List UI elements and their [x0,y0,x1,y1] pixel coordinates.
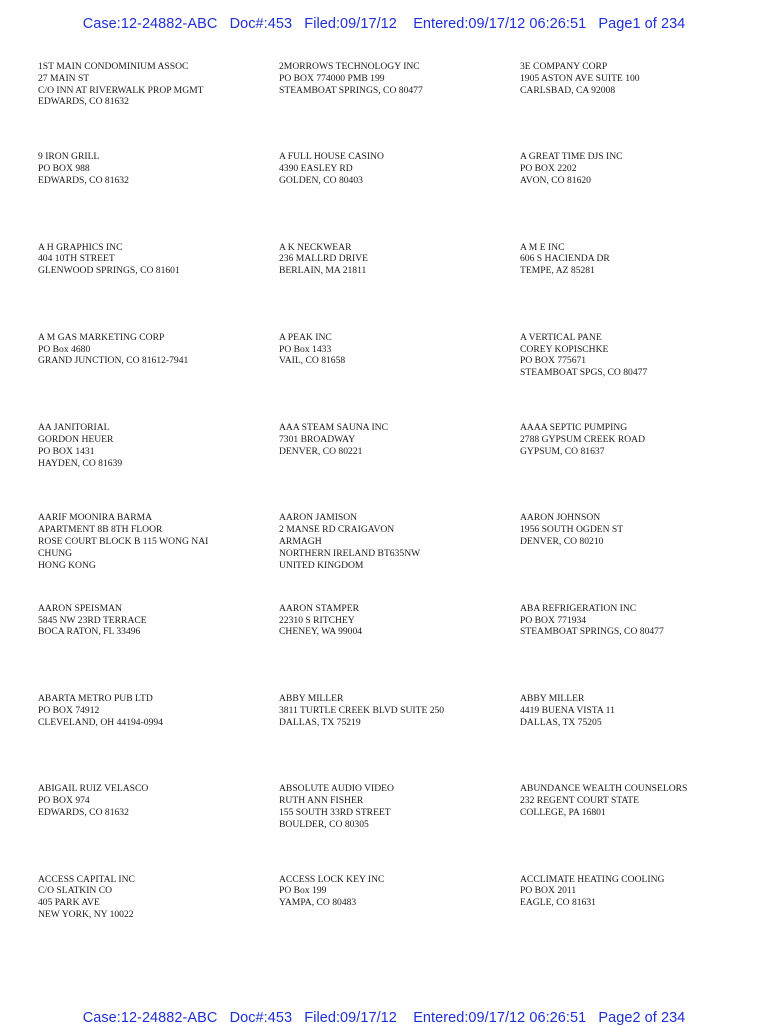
label-address-line: BERLAIN, MA 21811 [279,265,367,277]
label-address-line: BOULDER, CO 80305 [279,818,369,830]
label-name: A FULL HOUSE CASINO [279,151,384,163]
label-address-line: PO BOX 2011 [520,885,577,897]
label-row [38,151,738,241]
mailing-label [38,61,279,151]
label-address-line: EDWARDS, CO 81632 [38,806,129,818]
label-name: A VERTICAL PANE [520,331,602,343]
label-address-line: C/O SLATKIN CO [38,885,113,897]
label-address-line: 155 SOUTH 33RD STREET [279,806,391,818]
label-name: 3E COMPANY CORP [520,61,608,72]
label-address-line: 1956 SOUTH OGDEN ST [520,524,624,536]
mailing-label [520,332,761,422]
label-row [38,422,738,512]
label-address-line: 232 REGENT COURT STATE [520,795,640,807]
label-name: A M E INC [520,241,565,253]
label-row [38,603,738,693]
mailing-label [279,151,520,241]
label-row [38,783,738,873]
label-row [38,874,738,964]
label-address-line: ROSE COURT BLOCK B 115 WONG NAI [38,536,209,548]
label-name: ABIGAIL RUIZ VELASCO [38,783,149,795]
next-page-case-header: Case:12-24882-ABC Doc#:453 Filed:09/17/12 Entered:09/17/12 06:26:51 Page2 of 234 [82,1010,686,1026]
label-address-line: YAMPA, CO 80483 [279,897,357,909]
label-address-line: 3811 TURTLE CREEK BLVD SUITE 250 [279,704,445,716]
label-address-line: STEAMBOAT SPGS, CO 80477 [520,367,648,379]
label-address-line: 2788 GYPSUM CREEK ROAD [520,433,645,445]
mailing-label [38,874,279,964]
label-address-line: VAIL, CO 81658 [279,355,346,367]
label-name: A PEAK INC [279,331,332,343]
label-row [38,512,738,602]
label-address-line: GORDON HEUER [38,433,114,445]
label-address-line: DALLAS, TX 75219 [279,716,361,728]
label-row [38,693,738,783]
label-row [38,332,738,422]
label-address-line: PO BOX 988 [38,163,90,175]
label-name: A M GAS MARKETING CORP [38,331,165,343]
label-address-line: CLEVELAND, OH 44194-0994 [38,716,163,728]
label-address-line: EDWARDS, CO 81632 [38,174,129,186]
label-name: AARON JOHNSON [520,512,601,524]
label-name: ABARTA METRO PUB LTD [38,693,153,705]
mailing-label [38,332,279,422]
label-name: AARON JAMISON [279,512,358,524]
label-address-line: STEAMBOAT SPRINGS, CO 80477 [520,626,664,638]
mailing-label [520,693,761,783]
label-name: ABBY MILLER [279,693,344,705]
label-row [38,242,738,332]
label-name: AA JANITORIAL [38,422,110,434]
label-address-line: 27 MAIN ST [38,72,90,84]
label-name: A H GRAPHICS INC [38,241,123,253]
label-address-line: PO Box 199 [279,885,327,897]
label-address-line: HONG KONG [38,559,96,571]
label-address-line: 1905 ASTON AVE SUITE 100 [520,72,640,84]
label-address-line: DENVER, CO 80210 [520,536,604,548]
label-address-line: 405 PARK AVE [38,897,100,909]
label-address-line: CARLSBAD, CA 92008 [520,84,616,96]
mailing-label [520,151,761,241]
label-name: ACCLIMATE HEATING COOLING [520,873,665,885]
label-address-line: DALLAS, TX 75205 [520,716,602,728]
mailing-label [38,512,279,602]
mailing-label [520,783,761,873]
mailing-label [279,874,520,964]
label-name: ABUNDANCE WEALTH COUNSELORS [520,783,688,795]
label-address-line: BOCA RATON, FL 33496 [38,626,141,638]
mailing-label [38,242,279,332]
mailing-label [520,512,761,602]
mailing-labels-grid [38,61,738,964]
label-address-line: DENVER, CO 80221 [279,445,363,457]
mailing-label [279,422,520,512]
label-address-line: EDWARDS, CO 81632 [38,96,129,108]
label-name: ABSOLUTE AUDIO VIDEO [279,783,394,795]
label-address-line: COREY KOPISCHKE [520,343,609,355]
label-address-line: UNITED KINGDOM [279,559,364,571]
label-address-line: EAGLE, CO 81631 [520,897,596,909]
label-name: AARIF MOONIRA BARMA [38,512,153,524]
label-address-line: 22310 S RITCHEY [279,614,355,626]
label-address-line: CHUNG [38,547,73,559]
label-address-line: GYPSUM, CO 81637 [520,445,605,457]
mailing-label [38,693,279,783]
label-address-line: PO BOX 74912 [38,704,100,716]
label-name: AARON SPEISMAN [38,602,122,614]
label-address-line: TEMPE, AZ 85281 [520,265,595,277]
label-name: A K NECKWEAR [279,241,352,253]
label-address-line: 236 MALLRD DRIVE [279,253,369,265]
mailing-label [279,512,520,602]
label-row [38,61,738,151]
mailing-label [279,603,520,693]
label-address-line: 606 S HACIENDA DR [520,253,610,265]
label-name: 2MORROWS TECHNOLOGY INC [279,61,420,72]
label-address-line: PO BOX 771934 [520,614,587,626]
mailing-label [520,874,761,964]
label-address-line: ARMAGH [279,536,322,548]
label-name: ABA REFRIGERATION INC [520,602,637,614]
label-address-line: PO Box 4680 [38,343,91,355]
label-name: AAA STEAM SAUNA INC [279,422,389,434]
mailing-label [279,332,520,422]
label-address-line: RUTH ANN FISHER [279,795,364,807]
mailing-label [520,242,761,332]
label-address-line: PO BOX 2202 [520,163,577,175]
label-address-line: APARTMENT 8B 8TH FLOOR [38,524,163,536]
label-name: 1ST MAIN CONDOMINIUM ASSOC [38,61,189,72]
label-address-line: NEW YORK, NY 10022 [38,909,134,921]
label-name: AARON STAMPER [279,602,359,614]
label-name: A GREAT TIME DJS INC [520,151,623,163]
mailing-label [38,783,279,873]
label-address-line: HAYDEN, CO 81639 [38,457,123,469]
label-address-line: NORTHERN IRELAND BT635NW [279,547,421,559]
label-address-line: STEAMBOAT SPRINGS, CO 80477 [279,84,423,96]
label-address-line: C/O INN AT RIVERWALK PROP MGMT [38,84,204,96]
label-address-line: AVON, CO 81620 [520,174,591,186]
label-address-line: GRAND JUNCTION, CO 81612-7941 [38,355,189,367]
mailing-label [279,242,520,332]
label-address-line: GOLDEN, CO 80403 [279,174,363,186]
mailing-label [38,151,279,241]
label-address-line: 2 MANSE RD CRAIGAVON [279,524,395,536]
mailing-label [520,422,761,512]
label-address-line: 404 10TH STREET [38,253,115,265]
mailing-label [279,783,520,873]
label-address-line: 4419 BUENA VISTA 11 [520,704,615,716]
label-address-line: GLENWOOD SPRINGS, CO 81601 [38,265,180,277]
label-name: ABBY MILLER [520,693,585,705]
label-address-line: CHENEY, WA 99004 [279,626,363,638]
label-address-line: PO BOX 1431 [38,445,95,457]
mailing-label [279,693,520,783]
mailing-label [38,603,279,693]
label-address-line: 5845 NW 23RD TERRACE [38,614,147,626]
label-address-line: PO BOX 775671 [520,355,587,367]
label-name: AAAA SEPTIC PUMPING [520,422,628,434]
mailing-label [279,61,520,151]
label-name: ACCESS CAPITAL INC [38,873,135,885]
label-address-line: 7301 BROADWAY [279,433,356,445]
label-address-line: PO BOX 774000 PMB 199 [279,72,385,84]
label-address-line: PO Box 1433 [279,343,332,355]
mailing-label [520,603,761,693]
mailing-label [38,422,279,512]
label-address-line: COLLEGE, PA 16801 [520,806,606,818]
label-address-line: PO BOX 974 [38,795,90,807]
label-name: 9 IRON GRILL [38,151,100,163]
label-name: ACCESS LOCK KEY INC [279,873,385,885]
case-header: Case:12-24882-ABC Doc#:453 Filed:09/17/12 Entered:09/17/12 06:26:51 Page1 of 234 [82,16,686,32]
label-address-line: 4390 EASLEY RD [279,163,353,175]
mailing-label [520,61,761,151]
